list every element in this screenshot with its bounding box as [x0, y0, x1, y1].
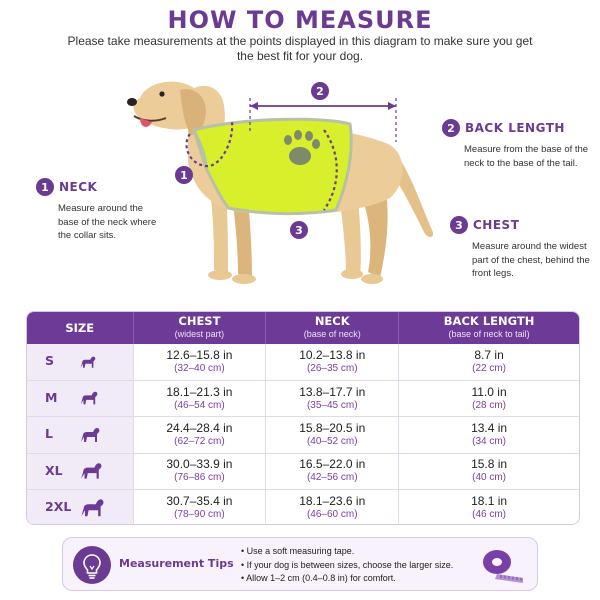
callout-description: Measure around the base of the neck where the collar sits. — [58, 203, 157, 241]
back-length-cell: 15.8 in (40 cm) — [399, 453, 579, 489]
neck-cell: 10.2–13.8 in (26–35 cm) — [266, 344, 399, 380]
back-length-cell: 8.7 in (22 cm) — [399, 344, 579, 380]
size-cell — [27, 380, 133, 416]
chest-marker: 3 — [290, 221, 308, 239]
size-cell — [27, 490, 133, 525]
size-label: L — [45, 426, 53, 442]
table-row — [27, 380, 579, 416]
table-row — [27, 344, 579, 380]
chest-cell: 30.0–33.9 in (76–86 cm) — [133, 453, 266, 489]
callout-label: CHEST — [473, 218, 520, 232]
callout-description: Measure around the widest part of the chest, behind the front legs. — [472, 241, 590, 279]
neck-cell: 13.8–17.7 in (35–45 cm) — [266, 380, 399, 416]
chest-cell: 30.7–35.4 in (78–90 cm) — [133, 490, 266, 525]
chest-cell: 12.6–15.8 in (32–40 cm) — [133, 344, 266, 380]
back-length-cell: 13.4 in (34 cm) — [399, 417, 579, 453]
callout-number: 1 — [36, 178, 54, 196]
header-back-length: BACK LENGTH (base of neck to tail) — [399, 312, 579, 344]
page-title: HOW TO MEASURE — [167, 6, 433, 34]
measuring-tape-icon — [481, 546, 525, 584]
neck-cell: 18.1–23.6 in (46–60 cm) — [266, 490, 399, 525]
back-length-callout — [442, 119, 592, 170]
list-item: • Use a soft measuring tape. — [241, 545, 453, 559]
table-header-row — [27, 312, 579, 344]
tips-title: Measurement Tips — [119, 557, 234, 570]
size-label: XL — [45, 462, 63, 478]
list-item: • If your dog is between sizes, choose the larger size. — [241, 559, 453, 573]
callout-number: 2 — [442, 119, 460, 137]
callout-description: Measure from the base of the neck to the base of the tail. — [464, 144, 589, 169]
back-length-cell: 11.0 in (28 cm) — [399, 380, 579, 416]
table-row — [27, 453, 579, 489]
neck-cell: 16.5–22.0 in (42–56 cm) — [266, 453, 399, 489]
neck-marker: 1 — [175, 166, 193, 184]
dog-silhouette-icon — [79, 497, 105, 519]
dog-silhouette-icon — [79, 461, 103, 481]
tips-list — [241, 545, 453, 586]
size-cell — [27, 344, 133, 380]
size-label: M — [45, 389, 58, 405]
neck-cell: 15.8–20.5 in (40–52 cm) — [266, 417, 399, 453]
back-length-cell: 18.1 in (46 cm) — [399, 490, 579, 525]
neck-callout — [36, 178, 166, 243]
chest-callout — [450, 216, 596, 281]
list-item: • Allow 1–2 cm (0.4–0.8 in) for comfort. — [241, 572, 453, 586]
measurement-tips-box — [62, 537, 538, 591]
callout-label: NECK — [59, 180, 98, 194]
header-size: SIZE — [65, 320, 95, 335]
callout-number: 3 — [450, 216, 468, 234]
size-cell — [27, 453, 133, 489]
back-length-marker: 2 — [311, 82, 329, 100]
dog-silhouette-icon — [79, 426, 101, 444]
size-cell — [27, 417, 133, 453]
callout-label: BACK LENGTH — [465, 121, 565, 135]
dog-silhouette-icon — [79, 355, 97, 369]
page-subtitle: Please take measurements at the points displayed in this diagram to make sure you get the best fit for your dog. — [67, 34, 533, 63]
dog-silhouette-icon — [79, 390, 99, 406]
chest-cell: 18.1–21.3 in (46–54 cm) — [133, 380, 266, 416]
chest-cell: 24.4–28.4 in (62–72 cm) — [133, 417, 266, 453]
size-label: 2XL — [45, 499, 72, 515]
table-row — [27, 417, 579, 453]
size-chart-table — [26, 311, 580, 525]
lightbulb-icon — [73, 546, 111, 584]
header-neck: NECK (base of neck) — [266, 312, 399, 344]
size-label: S — [45, 353, 55, 369]
header-chest: CHEST (widest part) — [133, 312, 266, 344]
table-row — [27, 490, 579, 525]
